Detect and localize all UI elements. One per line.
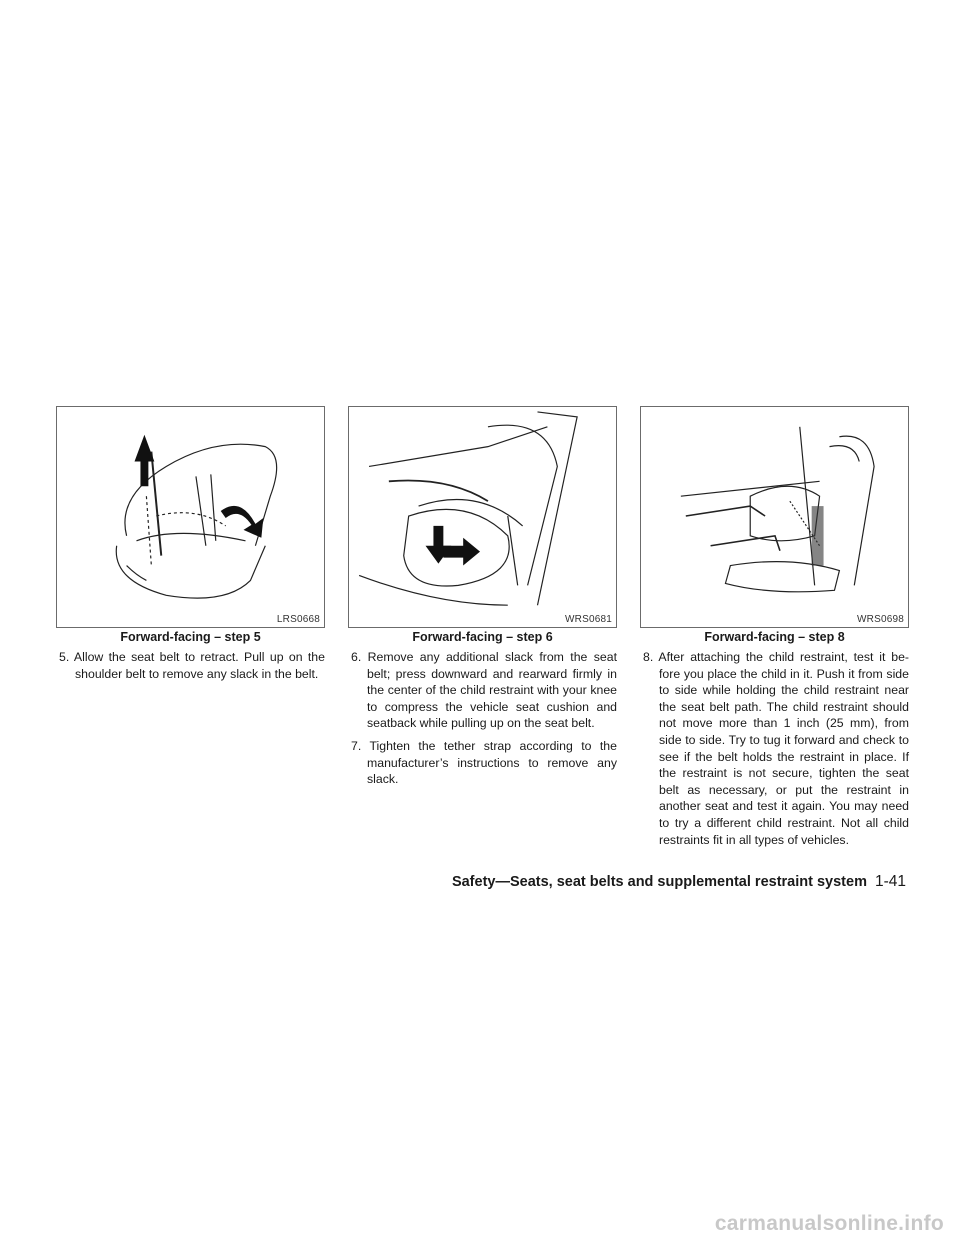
watermark-text: carmanualsonline.info: [714, 1212, 944, 1235]
step-5-text: 5. Allow the seat belt to retract. Pull up on the shoulder belt to remove any slack in the belt.: [59, 650, 325, 681]
section-title: Safety—Seats, seat belts and supplemental restraint system: [451, 874, 867, 890]
figure-code: LRS0668: [276, 614, 320, 625]
figure-step-8: [640, 406, 909, 628]
step-6-text: 6. Remove any additional slack from the seat belt; press downward and rearward firmly in the center of the child restraint with your knee to compress the vehicle seat cushion and seatback while pulling up on the seat belt.: [351, 650, 617, 731]
figure-caption: Forward-facing – step 6: [412, 630, 553, 644]
column-2: [351, 649, 617, 794]
car-seat-belt-illustration: [57, 407, 324, 627]
watermark: [0, 1212, 960, 1236]
page-footer: [420, 873, 906, 891]
press-restraint-illustration: [349, 407, 616, 627]
figure-code: WRS0698: [857, 614, 904, 625]
figure-step-6: [348, 406, 617, 628]
test-restraint-illustration: [641, 407, 908, 627]
figure-caption: Forward-facing – step 8: [704, 630, 845, 644]
figure-code: WRS0681: [565, 614, 612, 625]
step-8-text: 8. After attaching the child restraint, test it be-fore you place the child in it. Push it from side to side while holding the child restraint near the seat belt path. The child restraint should not move more than 1 inch (25 mm), from side to side. Try to tug it forward and check to see if the belt holds the restraint in place. If the restraint is not secure, tighten the seat belt as necessary, or put the restraint in another seat and test it again. You may need to try a different child restraint. Not all child restraints fit in all types of vehicles.: [643, 650, 909, 847]
page-number: 1-41: [874, 873, 906, 890]
figure-step-5: [56, 406, 325, 628]
step-7-text: 7. Tighten the tether strap according to the manufacturer’s instructions to remove any slack.: [351, 738, 617, 787]
figure-caption: Forward-facing – step 5: [120, 630, 261, 644]
column-3: [643, 649, 909, 854]
column-1: [59, 649, 325, 688]
